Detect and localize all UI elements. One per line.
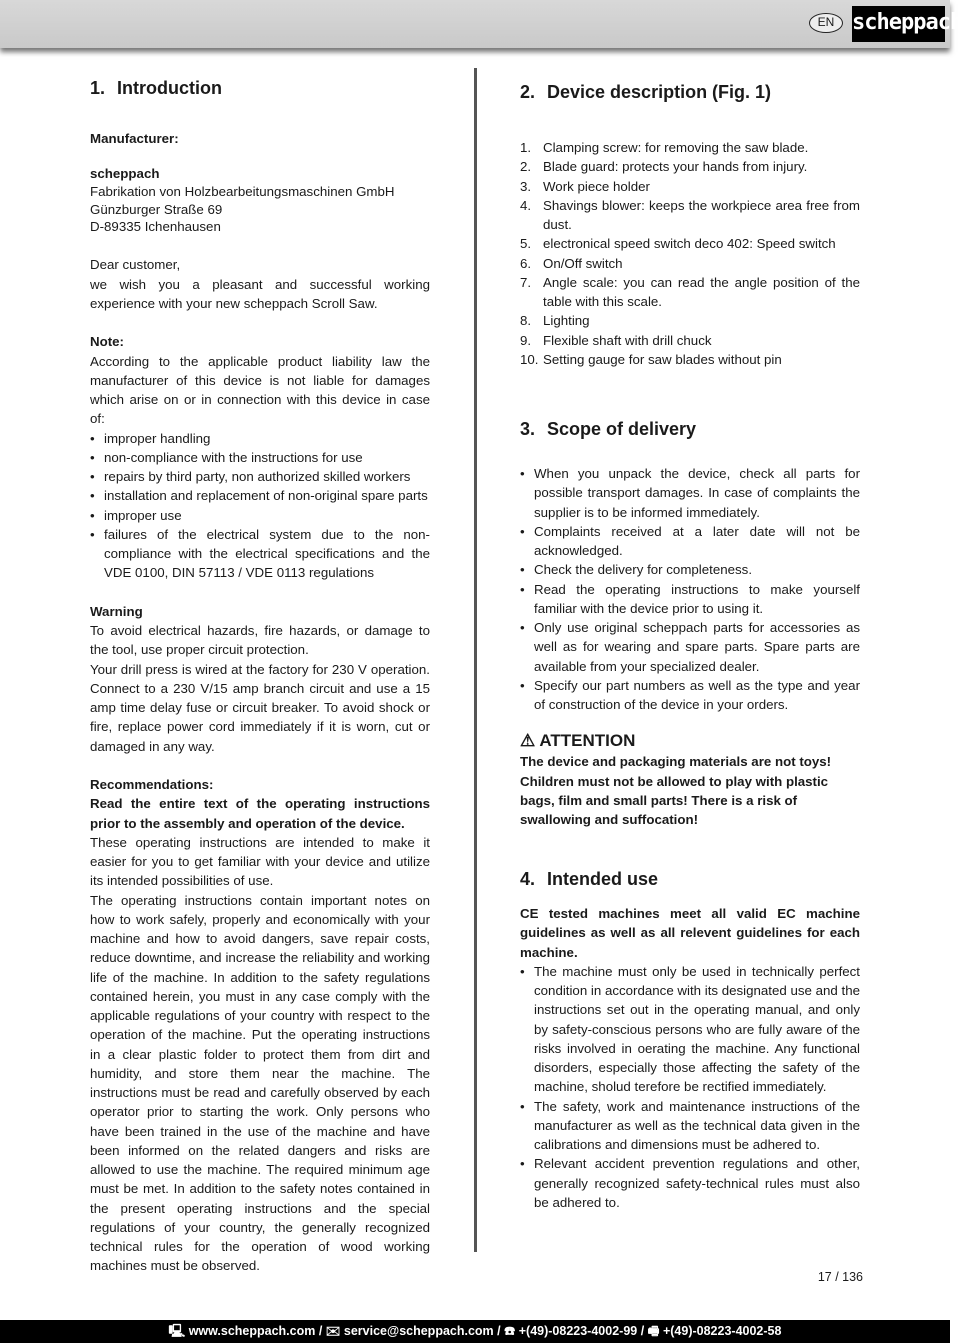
- page-header: [0, 0, 962, 48]
- list-item: • Specify our part numbers as well as the type and year of construction of the device in your orders.: [520, 676, 860, 715]
- list-item: 8. Lighting: [520, 313, 590, 329]
- page-number: 17 / 136: [817, 1270, 863, 1284]
- list-item: • Read the operating instructions to make yourself familiar with the device prior to using it.: [520, 580, 860, 619]
- intro-column: [90, 129, 430, 1276]
- warning-text: Your drill press is wired at the factory for 230 V operation. Connect to a 230 V/15 amp branch circuit and use a 15 amp time delay fuse or circuit breaker. To avoid shock or fire, replace power cord immediately if it is worn, cut or damaged in any way.: [90, 661, 430, 754]
- recommendations-text: These operating instructions are intended to make it easier for you to get familiar with your device and utilize its intended possibilities of use.: [90, 834, 430, 889]
- list-item: • The safety, work and maintenance instructions of the manufacturer as well as the technical data given in the calibrations and dimensions must be adhered to.: [520, 1097, 860, 1155]
- recommendations-bold: Read the entire text of the operating instructions prior to the assembly and operation of the device.: [90, 796, 430, 831]
- page-footer: 🖳 www.scheppach.com / ✉ service@scheppach.com / ☎ +(49)-08223-4002-99 / 🖷 +(49)-08223-4002-58: [0, 1320, 950, 1343]
- section-heading-scope-of-delivery: 3. Scope of delivery: [520, 419, 697, 439]
- warning-label: Warning: [90, 603, 143, 619]
- list-item: 9. Flexible shaft with drill chuck: [520, 332, 712, 348]
- address-line: D-89335 Ichenhausen: [90, 219, 221, 235]
- list-item: • Complaints received at a later date will not be acknowledged.: [520, 522, 860, 561]
- address-block: [90, 165, 430, 236]
- section-heading-introduction: 1. Introduction: [90, 78, 222, 98]
- warning-text: To avoid electrical hazards, fire hazards, or damage to the tool, use proper circuit protection.: [90, 623, 430, 658]
- website-link[interactable]: www.scheppach.com: [188, 1324, 316, 1338]
- list-item: 6. On/Off switch: [520, 255, 623, 271]
- list-item: 5. electronical speed switch deco 402: Speed switch: [520, 236, 836, 252]
- address-line: Fabrikation von Holzbearbeitungsmaschinen GmbH: [90, 183, 395, 199]
- email-icon: ✉: [325, 1324, 341, 1338]
- fax-number: +(49)-08223-4002-58: [662, 1324, 782, 1338]
- section-heading-intended-use: 4. Intended use: [520, 869, 659, 889]
- scope-block: [520, 464, 860, 829]
- note-text: According to the applicable product liability law the manufacturer of this device is not liable for damages which arise on or in connection with this device in case of:: [90, 353, 430, 427]
- manufacturer-label: Manufacturer:: [90, 131, 179, 146]
- list-item: • Only use original scheppach parts for accessories as well as for wearing and spare parts. Spare parts are available from your specialized dealer.: [520, 618, 860, 676]
- list-item: • improper handling: [90, 429, 430, 448]
- list-item: • installation and replacement of non-original spare parts: [90, 486, 430, 505]
- language-badge: EN: [809, 13, 843, 33]
- warning-triangle-icon: ⚠: [520, 731, 536, 751]
- list-item: • non-compliance with the instructions for use: [90, 448, 430, 467]
- list-item: • When you unpack the device, check all parts for possible transport damages. In case of complaints the supplier is to be informed immediately.: [520, 464, 860, 522]
- attention-text: The device and packaging materials are not toys! Children must not be allowed to play with plastic bags, film and small parts! There is a risk of swallowing and suffocation!: [520, 754, 832, 827]
- list-item: 1. Clamping screw: for removing the saw blade.: [520, 140, 809, 155]
- brand-logo: scheppach: [852, 6, 945, 42]
- list-item: 2. Blade guard: protects your hands from injury.: [520, 159, 808, 175]
- attention-heading: ⚠ ATTENTION: [520, 731, 636, 751]
- list-item: 3. Work piece holder: [520, 178, 650, 194]
- scope-list: [520, 464, 860, 714]
- recommendations-label: Recommendations:: [90, 777, 214, 793]
- list-item: 7. Angle scale: you can read the angle position of the table with this scale.: [520, 274, 860, 309]
- phone-number: +(49)-08223-4002-99: [518, 1324, 638, 1338]
- address-line: Günzburger Straße 69: [90, 201, 223, 217]
- fax-icon: 🖷: [647, 1324, 660, 1338]
- list-item: • repairs by third party, non authorized skilled workers: [90, 467, 430, 486]
- note-label: Note:: [90, 334, 124, 350]
- greeting: Dear customer,: [90, 257, 181, 273]
- list-item: 10. Setting gauge for saw blades without pin: [520, 351, 782, 367]
- list-item: • The machine must only be used in technically perfect condition in accordance with its designated use and the instructions set out in the operating manual, and only by safety-conscious persons who are fully aware of the risks involved in oerating the machine. Any functional disorders, especially those affecting the safety of the machine, sholud terefore be rectified immediately.: [520, 962, 860, 1097]
- list-item: • Relevant accident prevention regulations and other, generally recognized safety-technical rules must also be adhered to.: [520, 1154, 860, 1212]
- phone-icon: ☎: [504, 1324, 516, 1338]
- section-heading-device-description: 2. Device description (Fig. 1): [520, 82, 772, 102]
- list-item: 4. Shavings blower: keeps the workpiece area free from dust.: [520, 197, 860, 232]
- device-parts-list: [520, 138, 860, 369]
- list-item: • improper use: [90, 506, 430, 525]
- computer-icon: 🖳: [168, 1324, 186, 1338]
- recommendations-text: The operating instructions contain important notes on how to work safely, properly and economically with your machine and how to avoid dangers, save repair costs, reduce downtime, and increase the reliability and working life of the machine. In addition to the safety regulations contained herein, you must in any case comply with the applicable regulations of your country with respect to the operation of the machine. Put the operating instructions in a clear plastic folder to protect them from dirt and humidity, and store them near the machine. The instructions must be read and carefully observed by each operator prior to starting the work. Only persons who have been trained in the use of the machine and have been informed on the related dangers and risks are allowed to use the machine. The required minimum age must be met. In addition to the safety notes contained in the present operating instructions and the special regulations of your country, the generally recognized technical rules for the operation of wood working machines must be observed.: [90, 892, 430, 1274]
- note-list: [90, 429, 430, 583]
- intended-use-block: [520, 904, 860, 1212]
- device-list-block: [520, 138, 860, 369]
- company-name: scheppach: [90, 166, 160, 182]
- list-item: • Check the delivery for completeness.: [520, 560, 860, 579]
- email-link[interactable]: service@scheppach.com: [343, 1324, 494, 1338]
- column-divider: [474, 68, 477, 1252]
- intended-use-list: [520, 962, 860, 1212]
- welcome-text: we wish you a pleasant and successful working experience with your new scheppach Scroll Saw.: [90, 276, 430, 311]
- intended-use-lead: CE tested machines meet all valid EC machine guidelines as well as all relevent guidelines for each machine.: [520, 906, 860, 960]
- list-item: • failures of the electrical system due to the non-compliance with the electrical specifications and the VDE 0100, DIN 57113 / VDE 0113 regulations: [90, 525, 430, 583]
